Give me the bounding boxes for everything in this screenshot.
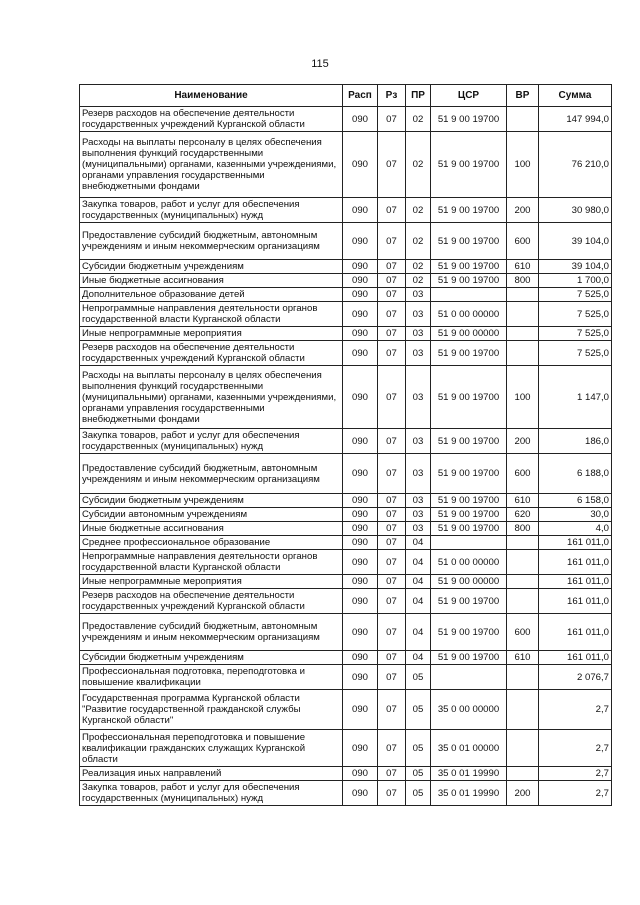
- cell-csr: 51 9 00 00000: [431, 575, 507, 589]
- table-row: [80, 454, 612, 494]
- table-row: [80, 614, 612, 651]
- cell-sum: 7 525,0: [539, 341, 612, 366]
- budget-table: [79, 84, 612, 806]
- cell-vr: 610: [507, 494, 539, 508]
- cell-csr: 51 9 00 19700: [431, 508, 507, 522]
- cell-csr: [431, 665, 507, 690]
- table-row: [80, 223, 612, 260]
- cell-rz: 07: [378, 107, 406, 132]
- cell-pr: 03: [406, 327, 431, 341]
- table-row: [80, 651, 612, 665]
- cell-sum: 2,7: [539, 767, 612, 781]
- cell-vr: 800: [507, 274, 539, 288]
- cell-sum: 1 700,0: [539, 274, 612, 288]
- cell-csr: 51 9 00 19700: [431, 589, 507, 614]
- cell-name: Резерв расходов на обеспечение деятельности государственных учреждений Курганской области: [80, 107, 343, 132]
- header-sum: Сумма: [539, 85, 612, 107]
- cell-pr: 03: [406, 366, 431, 429]
- cell-pr: 03: [406, 454, 431, 494]
- cell-rz: 07: [378, 132, 406, 198]
- cell-pr: 03: [406, 288, 431, 302]
- table-row: [80, 665, 612, 690]
- cell-sum: 2,7: [539, 781, 612, 806]
- cell-rasp: 090: [343, 302, 378, 327]
- cell-pr: 02: [406, 198, 431, 223]
- cell-rasp: 090: [343, 651, 378, 665]
- cell-vr: [507, 288, 539, 302]
- cell-rz: 07: [378, 454, 406, 494]
- cell-name: Реализация иных направлений: [80, 767, 343, 781]
- cell-name: Субсидии бюджетным учреждениям: [80, 260, 343, 274]
- cell-rasp: 090: [343, 366, 378, 429]
- table-row: [80, 288, 612, 302]
- cell-vr: [507, 327, 539, 341]
- cell-rz: 07: [378, 767, 406, 781]
- cell-rz: 07: [378, 341, 406, 366]
- cell-sum: 161 011,0: [539, 614, 612, 651]
- cell-rz: 07: [378, 651, 406, 665]
- cell-vr: [507, 767, 539, 781]
- cell-vr: 200: [507, 198, 539, 223]
- cell-sum: 1 147,0: [539, 366, 612, 429]
- cell-pr: 04: [406, 589, 431, 614]
- cell-name: Иные непрограммные мероприятия: [80, 327, 343, 341]
- cell-vr: [507, 107, 539, 132]
- cell-vr: 100: [507, 132, 539, 198]
- cell-csr: 51 0 00 00000: [431, 302, 507, 327]
- cell-csr: 51 9 00 19700: [431, 260, 507, 274]
- cell-csr: 51 9 00 19700: [431, 494, 507, 508]
- cell-vr: 610: [507, 260, 539, 274]
- page-number: 115: [311, 58, 329, 70]
- cell-name: Профессиональная подготовка, переподготовка и повышение квалификации: [80, 665, 343, 690]
- cell-csr: [431, 536, 507, 550]
- cell-name: Предоставление субсидий бюджетным, автономным учреждениям и иным некоммерческим организациям: [80, 454, 343, 494]
- cell-csr: 35 0 00 00000: [431, 690, 507, 730]
- cell-pr: 05: [406, 665, 431, 690]
- cell-pr: 03: [406, 341, 431, 366]
- cell-rz: 07: [378, 327, 406, 341]
- cell-vr: 600: [507, 454, 539, 494]
- cell-rasp: 090: [343, 198, 378, 223]
- cell-pr: 04: [406, 575, 431, 589]
- cell-sum: 39 104,0: [539, 260, 612, 274]
- cell-rasp: 090: [343, 454, 378, 494]
- cell-rz: 07: [378, 366, 406, 429]
- cell-sum: 6 158,0: [539, 494, 612, 508]
- cell-sum: 7 525,0: [539, 302, 612, 327]
- cell-csr: 51 9 00 19700: [431, 651, 507, 665]
- table-row: [80, 302, 612, 327]
- cell-rz: 07: [378, 260, 406, 274]
- cell-rasp: 090: [343, 107, 378, 132]
- cell-csr: [431, 288, 507, 302]
- cell-rz: 07: [378, 575, 406, 589]
- table-row: [80, 575, 612, 589]
- table-header-row: [80, 85, 612, 107]
- cell-sum: 2,7: [539, 730, 612, 767]
- cell-name: Дополнительное образование детей: [80, 288, 343, 302]
- cell-vr: 600: [507, 614, 539, 651]
- cell-name: Среднее профессиональное образование: [80, 536, 343, 550]
- cell-name: Закупка товаров, работ и услуг для обеспечения государственных (муниципальных) нужд: [80, 198, 343, 223]
- cell-rasp: 090: [343, 550, 378, 575]
- table-row: [80, 366, 612, 429]
- table-row: [80, 550, 612, 575]
- cell-pr: 02: [406, 132, 431, 198]
- table-row: [80, 781, 612, 806]
- cell-sum: 30,0: [539, 508, 612, 522]
- cell-rasp: 090: [343, 429, 378, 454]
- cell-pr: 03: [406, 494, 431, 508]
- cell-rasp: 090: [343, 274, 378, 288]
- cell-rasp: 090: [343, 132, 378, 198]
- cell-rz: 07: [378, 536, 406, 550]
- cell-name: Субсидии бюджетным учреждениям: [80, 651, 343, 665]
- cell-sum: 30 980,0: [539, 198, 612, 223]
- cell-name: Государственная программа Курганской области "Развитие государственной гражданской службы Курганской области": [80, 690, 343, 730]
- cell-rasp: 090: [343, 781, 378, 806]
- header-pr: ПР: [406, 85, 431, 107]
- cell-csr: 51 0 00 00000: [431, 550, 507, 575]
- cell-pr: 02: [406, 223, 431, 260]
- cell-csr: 51 9 00 19700: [431, 341, 507, 366]
- cell-rasp: 090: [343, 665, 378, 690]
- cell-rz: 07: [378, 508, 406, 522]
- cell-name: Иные непрограммные мероприятия: [80, 575, 343, 589]
- cell-rasp: 090: [343, 494, 378, 508]
- cell-vr: 600: [507, 223, 539, 260]
- cell-vr: [507, 690, 539, 730]
- cell-sum: 76 210,0: [539, 132, 612, 198]
- cell-pr: 03: [406, 508, 431, 522]
- cell-name: Резерв расходов на обеспечение деятельности государственных учреждений Курганской области: [80, 589, 343, 614]
- cell-sum: 161 011,0: [539, 651, 612, 665]
- table-row: [80, 260, 612, 274]
- cell-name: Предоставление субсидий бюджетным, автономным учреждениям и иным некоммерческим организациям: [80, 223, 343, 260]
- cell-rz: 07: [378, 589, 406, 614]
- cell-rasp: 090: [343, 575, 378, 589]
- cell-rasp: 090: [343, 260, 378, 274]
- cell-rasp: 090: [343, 589, 378, 614]
- cell-csr: 51 9 00 19700: [431, 429, 507, 454]
- table-row: [80, 522, 612, 536]
- cell-pr: 04: [406, 550, 431, 575]
- cell-sum: 6 188,0: [539, 454, 612, 494]
- table-body: [80, 107, 612, 806]
- cell-name: Иные бюджетные ассигнования: [80, 522, 343, 536]
- cell-rz: 07: [378, 302, 406, 327]
- table-row: [80, 494, 612, 508]
- cell-rasp: 090: [343, 341, 378, 366]
- header-name: Наименование: [80, 85, 343, 107]
- cell-name: Расходы на выплаты персоналу в целях обеспечения выполнения функций государственными (муниципальными) органами, казенными учреждениями, органами управления государственными внебюджетными фондами: [80, 366, 343, 429]
- cell-name: Непрограммные направления деятельности органов государственной власти Курганской области: [80, 302, 343, 327]
- cell-csr: 51 9 00 19700: [431, 614, 507, 651]
- table-row: [80, 429, 612, 454]
- cell-rasp: 090: [343, 288, 378, 302]
- cell-sum: 4,0: [539, 522, 612, 536]
- cell-pr: 03: [406, 522, 431, 536]
- cell-rz: 07: [378, 730, 406, 767]
- cell-pr: 05: [406, 690, 431, 730]
- cell-sum: 2,7: [539, 690, 612, 730]
- cell-csr: 35 0 01 19990: [431, 767, 507, 781]
- cell-csr: 51 9 00 19700: [431, 132, 507, 198]
- cell-csr: 35 0 01 19990: [431, 781, 507, 806]
- header-vr: ВР: [507, 85, 539, 107]
- cell-rasp: 090: [343, 327, 378, 341]
- cell-sum: 161 011,0: [539, 575, 612, 589]
- cell-csr: 35 0 01 00000: [431, 730, 507, 767]
- cell-vr: 200: [507, 429, 539, 454]
- cell-sum: 161 011,0: [539, 550, 612, 575]
- cell-sum: 186,0: [539, 429, 612, 454]
- cell-csr: 51 9 00 19700: [431, 454, 507, 494]
- header-rasp: Расп: [343, 85, 378, 107]
- cell-sum: 161 011,0: [539, 536, 612, 550]
- cell-name: Закупка товаров, работ и услуг для обеспечения государственных (муниципальных) нужд: [80, 429, 343, 454]
- table-row: [80, 341, 612, 366]
- cell-rz: 07: [378, 690, 406, 730]
- cell-name: Непрограммные направления деятельности органов государственной власти Курганской области: [80, 550, 343, 575]
- table-row: [80, 327, 612, 341]
- cell-pr: 04: [406, 536, 431, 550]
- cell-rz: 07: [378, 781, 406, 806]
- cell-pr: 02: [406, 260, 431, 274]
- cell-vr: [507, 730, 539, 767]
- cell-vr: [507, 665, 539, 690]
- table-row: [80, 690, 612, 730]
- table-row: [80, 107, 612, 132]
- cell-csr: 51 9 00 19700: [431, 522, 507, 536]
- cell-rasp: 090: [343, 522, 378, 536]
- table-row: [80, 274, 612, 288]
- cell-vr: [507, 341, 539, 366]
- cell-sum: 2 076,7: [539, 665, 612, 690]
- table-row: [80, 767, 612, 781]
- cell-rasp: 090: [343, 536, 378, 550]
- cell-rasp: 090: [343, 767, 378, 781]
- cell-csr: 51 9 00 19700: [431, 366, 507, 429]
- cell-pr: 05: [406, 767, 431, 781]
- cell-rz: 07: [378, 274, 406, 288]
- cell-rz: 07: [378, 198, 406, 223]
- cell-vr: 610: [507, 651, 539, 665]
- cell-rz: 07: [378, 223, 406, 260]
- cell-vr: [507, 589, 539, 614]
- cell-name: Расходы на выплаты персоналу в целях обеспечения выполнения функций государственными (муниципальными) органами, казенными учреждениями, органами управления государственными внебюджетными фондами: [80, 132, 343, 198]
- table-row: [80, 198, 612, 223]
- cell-sum: 7 525,0: [539, 327, 612, 341]
- cell-rasp: 090: [343, 730, 378, 767]
- cell-csr: 51 9 00 19700: [431, 107, 507, 132]
- cell-vr: [507, 550, 539, 575]
- cell-name: Предоставление субсидий бюджетным, автономным учреждениям и иным некоммерческим организациям: [80, 614, 343, 651]
- cell-name: Субсидии автономным учреждениям: [80, 508, 343, 522]
- cell-vr: [507, 536, 539, 550]
- cell-pr: 02: [406, 274, 431, 288]
- cell-rasp: 090: [343, 223, 378, 260]
- cell-name: Закупка товаров, работ и услуг для обеспечения государственных (муниципальных) нужд: [80, 781, 343, 806]
- table-row: [80, 132, 612, 198]
- cell-csr: 51 9 00 19700: [431, 274, 507, 288]
- cell-vr: 800: [507, 522, 539, 536]
- cell-vr: 620: [507, 508, 539, 522]
- cell-pr: 04: [406, 651, 431, 665]
- cell-name: Субсидии бюджетным учреждениям: [80, 494, 343, 508]
- cell-rz: 07: [378, 429, 406, 454]
- cell-sum: 39 104,0: [539, 223, 612, 260]
- cell-rasp: 090: [343, 508, 378, 522]
- cell-rasp: 090: [343, 614, 378, 651]
- cell-pr: 05: [406, 730, 431, 767]
- header-rz: Рз: [378, 85, 406, 107]
- table-row: [80, 536, 612, 550]
- table-row: [80, 589, 612, 614]
- cell-csr: 51 9 00 00000: [431, 327, 507, 341]
- table-row: [80, 730, 612, 767]
- cell-pr: 03: [406, 429, 431, 454]
- cell-rz: 07: [378, 494, 406, 508]
- cell-vr: [507, 575, 539, 589]
- cell-rz: 07: [378, 614, 406, 651]
- cell-sum: 147 994,0: [539, 107, 612, 132]
- cell-pr: 03: [406, 302, 431, 327]
- cell-vr: [507, 302, 539, 327]
- cell-name: Профессиональная переподготовка и повышение квалификации гражданских служащих Курганской области: [80, 730, 343, 767]
- cell-rz: 07: [378, 522, 406, 536]
- cell-vr: 100: [507, 366, 539, 429]
- cell-rasp: 090: [343, 690, 378, 730]
- cell-sum: 161 011,0: [539, 589, 612, 614]
- cell-csr: 51 9 00 19700: [431, 223, 507, 260]
- cell-rz: 07: [378, 665, 406, 690]
- cell-pr: 02: [406, 107, 431, 132]
- cell-rz: 07: [378, 550, 406, 575]
- cell-pr: 04: [406, 614, 431, 651]
- header-csr: ЦСР: [431, 85, 507, 107]
- cell-pr: 05: [406, 781, 431, 806]
- cell-sum: 7 525,0: [539, 288, 612, 302]
- cell-name: Резерв расходов на обеспечение деятельности государственных учреждений Курганской области: [80, 341, 343, 366]
- cell-csr: 51 9 00 19700: [431, 198, 507, 223]
- cell-rz: 07: [378, 288, 406, 302]
- cell-name: Иные бюджетные ассигнования: [80, 274, 343, 288]
- table-row: [80, 508, 612, 522]
- cell-vr: 200: [507, 781, 539, 806]
